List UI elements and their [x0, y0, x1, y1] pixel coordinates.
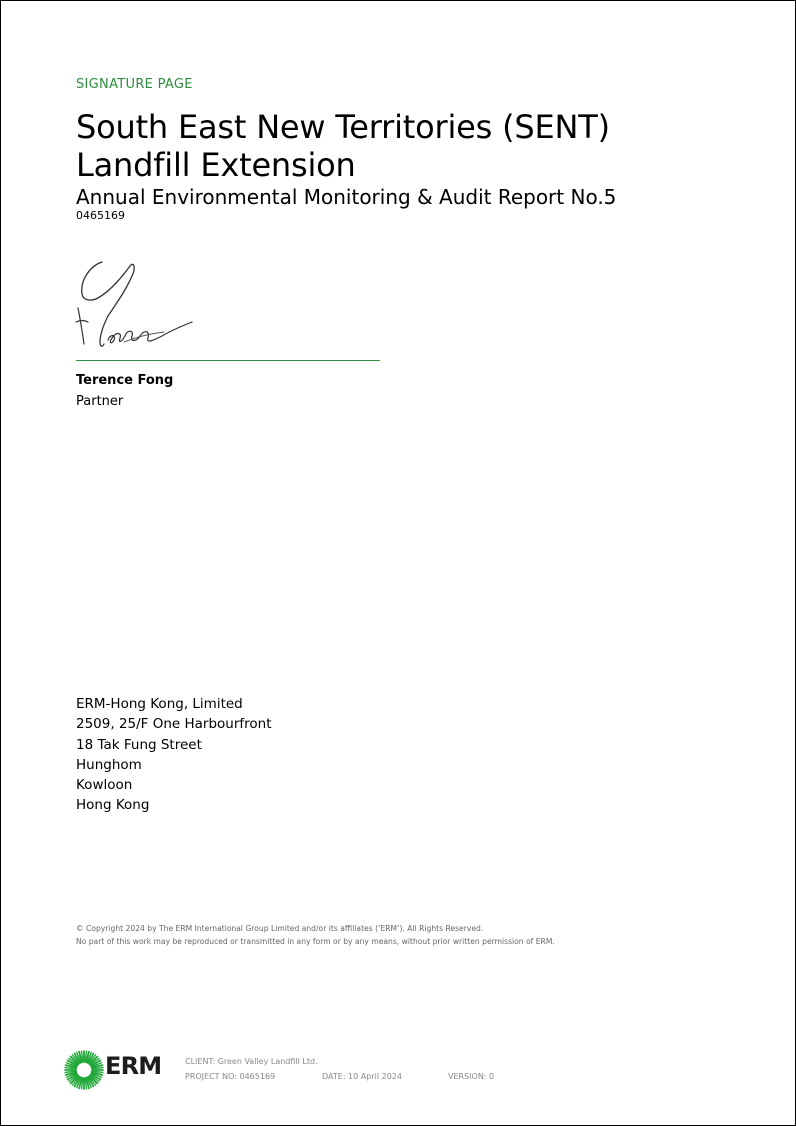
signature-line	[76, 360, 380, 361]
address-line: 18 Tak Fung Street	[76, 736, 202, 753]
erm-logo-text: ERM	[105, 1052, 162, 1080]
footer-date: DATE: 10 April 2024	[322, 1072, 402, 1081]
project-number: 0465169	[76, 209, 125, 222]
footer-project-number: PROJECT NO: 0465169	[185, 1072, 276, 1081]
address-line: ERM-Hong Kong, Limited	[76, 696, 243, 712]
report-subtitle: Annual Environmental Monitoring & Audit Report No.5	[76, 185, 617, 209]
copyright-notice	[76, 922, 555, 948]
signatory-name: Terence Fong	[76, 373, 174, 388]
address-line: Hong Kong	[76, 797, 150, 814]
copyright-line-2: No part of this work may be reproduced or transmitted in any form or by any means, without prior written permission of ERM.	[76, 937, 555, 946]
address-line: Kowloon	[76, 777, 133, 794]
title-line-2: Landfill Extension	[76, 146, 356, 184]
erm-logo-icon	[64, 1050, 104, 1090]
footer-client: CLIENT: Green Valley Landfill Ltd.	[185, 1057, 318, 1066]
company-address	[76, 694, 272, 816]
handwritten-signature	[72, 258, 197, 353]
address-line: Hunghom	[76, 756, 142, 773]
copyright-line-1: © Copyright 2024 by The ERM International Group Limited and/or its affiliates (‘ERM’). All Rights Reserved.	[76, 924, 484, 933]
footer-version: VERSION: 0	[448, 1072, 495, 1081]
title-line-1: South East New Territories (SENT)	[76, 108, 610, 146]
section-label: SIGNATURE PAGE	[76, 77, 193, 92]
address-line: 2509, 25/F One Harbourfront	[76, 716, 272, 733]
signatory-role: Partner	[76, 394, 124, 409]
